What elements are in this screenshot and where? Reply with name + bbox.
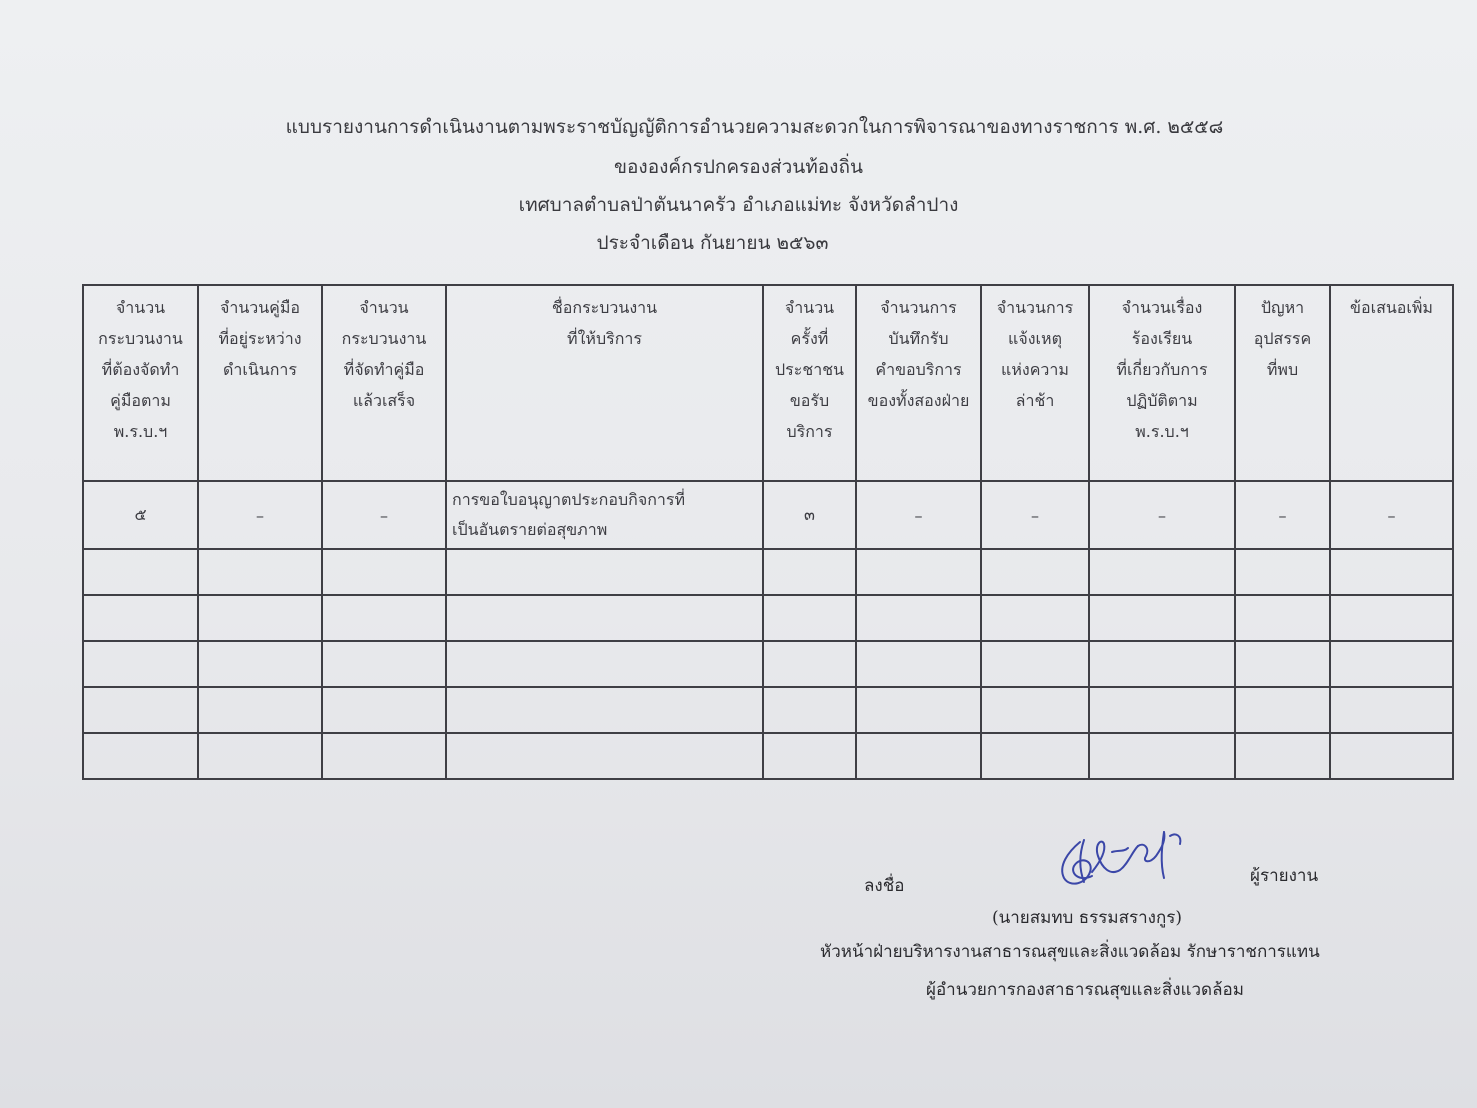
signer-name: (นายสมทบ ธรรมสรางกูร) (992, 908, 1182, 928)
report-period: ประจำเดือน กันยายน ๒๕๖๓ (596, 232, 829, 254)
signature-label: ลงชื่อ (864, 876, 905, 896)
report-table (82, 284, 1454, 780)
signer-position-line-2: ผู้อำนวยการกองสาธารณสุขและสิ่งแวดล้อม (926, 980, 1244, 1000)
header-suggestions: ข้อเสนอเพิ่ม (1330, 285, 1453, 481)
header-process-name: ชื่อกระบวนงาน ที่ให้บริการ (446, 285, 763, 481)
cell-complaints: – (1089, 481, 1235, 549)
cell-problems: – (1235, 481, 1330, 549)
header-manuals-completed: จำนวน กระบวนงาน ที่จัดทำคู่มือ แล้วเสร็จ (322, 285, 446, 481)
signer-position-line-1: หัวหน้าฝ่ายบริหารงานสาธารณสุขและสิ่งแวดล้อม รักษาราชการแทน (820, 942, 1320, 962)
process-name-line-2: เป็นอันตรายต่อสุขภาพ (452, 520, 608, 539)
report-title: แบบรายงานการดำเนินงานตามพระราชบัญญัติการอำนวยความสะดวกในการพิจารณาของทางราชการ พ.ศ. ๒๕๕๘ (285, 116, 1224, 138)
header-required-processes: จำนวน กระบวนงาน ที่ต้องจัดทำ คู่มือตาม พ.ร.บ.ฯ (83, 285, 198, 481)
table-header-row (83, 285, 1453, 481)
report-subtitle-organization: ขององค์กรปกครองส่วนท้องถิ่น (614, 156, 863, 178)
table-row (83, 481, 1453, 549)
reporter-role: ผู้รายงาน (1250, 866, 1319, 886)
cell-required-processes: ๕ (83, 481, 198, 549)
cell-request-records: – (856, 481, 981, 549)
handwritten-signature (1040, 822, 1190, 894)
report-subtitle-municipality: เทศบาลตำบลป่าตันนาครัว อำเภอแม่ทะ จังหวัดลำปาง (518, 194, 959, 216)
cell-suggestions: – (1330, 481, 1453, 549)
cell-manuals-in-progress: – (198, 481, 322, 549)
header-delay-notices: จำนวนการ แจ้งเหตุ แห่งความ ล่าช้า (981, 285, 1089, 481)
header-problems: ปัญหา อุปสรรค ที่พบ (1235, 285, 1330, 481)
table-row-empty (83, 733, 1453, 779)
header-request-records: จำนวนการ บันทึกรับ คำขอบริการ ของทั้งสองฝ่าย (856, 285, 981, 481)
header-complaints: จำนวนเรื่อง ร้องเรียน ที่เกี่ยวกับการ ปฏิบัติตาม พ.ร.บ.ฯ (1089, 285, 1235, 481)
cell-process-name (446, 481, 763, 549)
cell-delay-notices: – (981, 481, 1089, 549)
header-manuals-in-progress: จำนวนคู่มือ ที่อยู่ระหว่าง ดำเนินการ (198, 285, 322, 481)
table-row-empty (83, 641, 1453, 687)
cell-service-requests: ๓ (763, 481, 856, 549)
cell-manuals-completed: – (322, 481, 446, 549)
table-row-empty (83, 549, 1453, 595)
table-row-empty (83, 595, 1453, 641)
process-name-line-1: การขอใบอนุญาตประกอบกิจการที่ (452, 490, 686, 509)
header-service-requests: จำนวน ครั้งที่ ประชาชน ขอรับ บริการ (763, 285, 856, 481)
table-row-empty (83, 687, 1453, 733)
